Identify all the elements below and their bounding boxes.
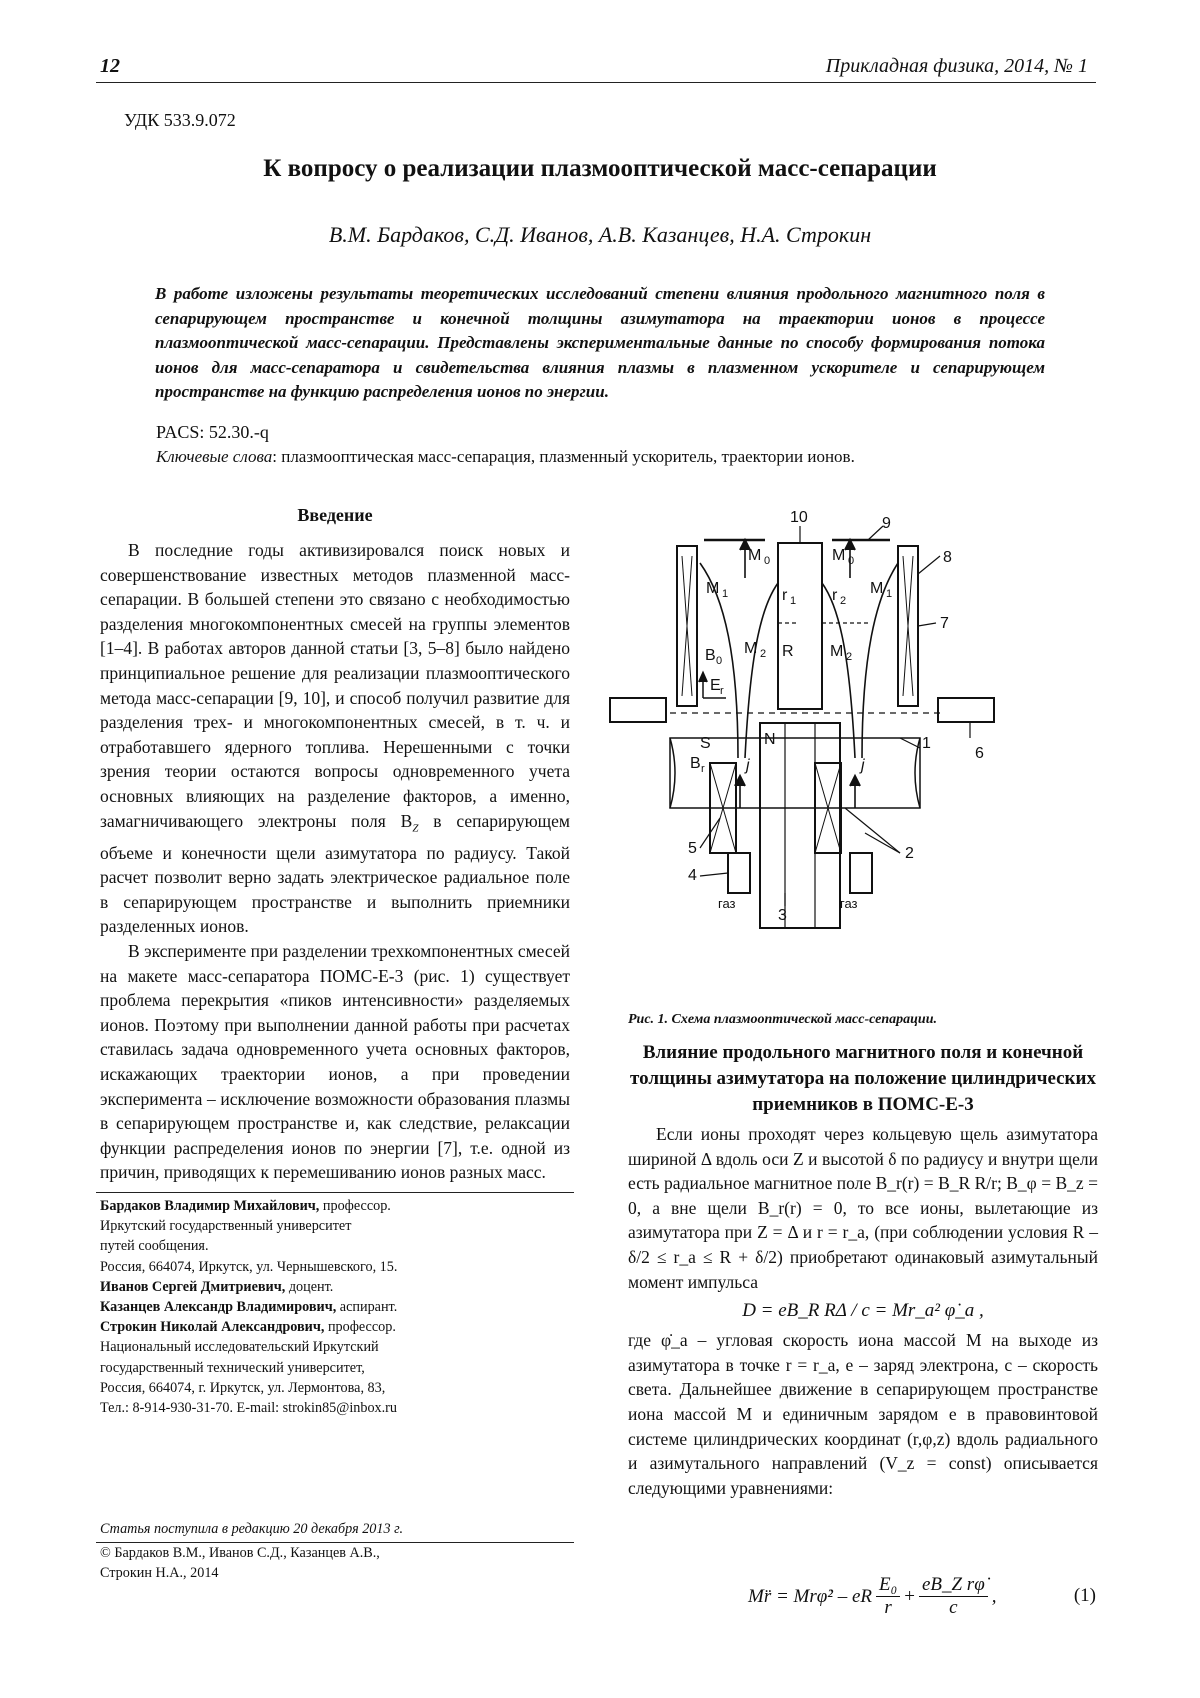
org1-line1: Иркутский государственный университет bbox=[100, 1218, 352, 1235]
abstract: В работе изложены результаты теоретических исследований степени влияния продольного магнитного поля в сепарирующем пространстве и конечной толщины азимутатора на траектории ионов в процессе плазмооптической масс-сепарации. Представлены экспериментальные данные по способу формирования потока ионов для масс-сепаратора и свидетельства влияния плазмы в плазменном ускорителе и сепарирующем пространстве на функцию распределения ионов по энергии. bbox=[155, 284, 1045, 401]
section2-heading: Влияние продольного магнитного поля и конечной толщины азимутатора на положение цилиндрических приемников в ПОМС-Е-3 bbox=[630, 1042, 1096, 1115]
author4-role: профессор. bbox=[324, 1319, 396, 1336]
footnote-rule bbox=[96, 1192, 574, 1193]
label-m0-right-sub: 0 bbox=[848, 555, 855, 567]
label-r1: r bbox=[782, 587, 788, 604]
org2-line2: государственный технический университет, bbox=[100, 1359, 365, 1376]
eq1-left: Mr̈ = Mrφ̇² – eR bbox=[748, 1585, 873, 1607]
label-er: E bbox=[710, 677, 721, 694]
copyright-line2: Строкин Н.А., 2014 bbox=[100, 1565, 219, 1581]
label-3: 3 bbox=[778, 907, 787, 924]
label-m0-left: M bbox=[748, 547, 762, 564]
page-number: 12 bbox=[100, 55, 120, 77]
eq1-fraction-2 bbox=[919, 1574, 988, 1619]
right-receiver bbox=[938, 698, 994, 722]
journal-title: Прикладная физика, 2014, № 1 bbox=[825, 55, 1088, 77]
label-m2-right: M bbox=[830, 643, 844, 660]
label-9: 9 bbox=[882, 515, 891, 532]
label-5: 5 bbox=[688, 840, 697, 857]
author1-role: профессор. bbox=[319, 1198, 391, 1214]
org2-line1: Национальный исследовательский Иркутский bbox=[100, 1339, 379, 1356]
label-j-left: j bbox=[746, 757, 750, 774]
intro-p1-end: в сепарирующем объеме и конечности щели азимутатора по радиусу. Такой расчет позволит верно задать электрическое радиальное поле в сепарирующем пространстве и выполнить приемники разделенных ионов. bbox=[100, 810, 571, 937]
label-b0-sub: 0 bbox=[716, 655, 723, 667]
label-m0-left-sub: 0 bbox=[764, 555, 771, 567]
author2-name: Иванов Сергей Дмитриевич, bbox=[100, 1278, 286, 1295]
label-2: 2 bbox=[905, 845, 914, 862]
label-gas-left: газ bbox=[718, 896, 736, 911]
author3-name: Казанцев Александр Владимирович, bbox=[100, 1299, 337, 1316]
section2-body bbox=[628, 1122, 1098, 1500]
equation-d: D = eB_R RΔ / c = Mr_a² φ̇_a , bbox=[742, 1300, 984, 1322]
label-r1-sub: 1 bbox=[790, 595, 797, 607]
intro-p1-text: В последние годы активизировался поиск новых и совершенствование известных методов плазменной масс-сепарации. В большей степени это связано с необходимостью разделения многокомпонентных смесей на группы элементов [1–4]. В работах авторов данной статьи [3, 5–8] было найдено принципиальное решение для реализации плазмооптического метода масс-сепарации [9, 10], и способ получил развитие для разделения трех- и многокомпонентных смесей, в т. ч. и отработавшего ядерного топлива. Нерешенными с точки зрения теории остаются вопросы одновременного учета основных влияющих на разделение факторов, а именно, замагничивающего электроны поля B bbox=[100, 540, 570, 831]
article-title: К вопросу о реализации плазмооптической масс-сепарации bbox=[263, 155, 937, 182]
left-gas-inlet bbox=[728, 853, 750, 893]
label-m1-right: M bbox=[870, 580, 884, 597]
eq1-comma: , bbox=[991, 1585, 997, 1607]
figure-schematic bbox=[600, 508, 1100, 1008]
label-r2-sub: 2 bbox=[840, 595, 847, 607]
magnetic-core bbox=[760, 723, 840, 928]
intro-paragraph-1 bbox=[100, 538, 570, 939]
section2-paragraph-1: Если ионы проходят через кольцевую щель азимутатора шириной Δ вдоль оси Z и высотой δ по радиусу и внутри щели есть радиальное магнитное поле B_r(r) = B_R R/r; B_φ = B_z = 0, а вне щели B_r(r) = 0, то все ионы, вылетающие из азимутатора при Z = Δ и r = r_a, (при соблюдении условия R – δ/2 ≤ r_a ≤ R + δ/2) приобретают одинаковый азимутальный момент импульса bbox=[628, 1124, 1098, 1292]
eq1-plus: + bbox=[904, 1585, 915, 1607]
label-m1-right-sub: 1 bbox=[886, 588, 893, 600]
keywords-label: Ключевые слова bbox=[156, 447, 273, 466]
author4-name: Строкин Николай Александрович, bbox=[100, 1319, 325, 1336]
intro-heading: Введение bbox=[297, 505, 373, 525]
label-m2-left: M bbox=[744, 640, 758, 657]
copyright bbox=[100, 1543, 570, 1583]
figure-caption: Рис. 1. Схема плазмооптической масс-сепарации. bbox=[628, 1012, 937, 1027]
eq1-frac1-num: E₀ bbox=[876, 1574, 900, 1597]
pacs-code: PACS: 52.30.-q bbox=[156, 422, 269, 442]
equation-number: (1) bbox=[1073, 1585, 1096, 1606]
intro-body bbox=[100, 538, 570, 1185]
central-rod bbox=[778, 543, 822, 709]
authors: В.М. Бардаков, С.Д. Иванов, А.В. Казанцев, Н.А. Строкин bbox=[328, 222, 872, 247]
label-er-sub: r bbox=[720, 685, 724, 697]
intro-p1-sub: Z bbox=[412, 822, 419, 835]
org1-address: Россия, 664074, Иркутск, ул. Чернышевского, 15. bbox=[100, 1258, 398, 1275]
contacts: Тел.: 8-914-930-31-70. E-mail: strokin85@inbox.ru bbox=[100, 1400, 398, 1417]
left-receiver bbox=[610, 698, 666, 722]
keywords-text: : плазмооптическая масс-сепарация, плазменный ускоритель, траектории ионов. bbox=[272, 447, 855, 466]
label-m2-left-sub: 2 bbox=[760, 648, 767, 660]
label-m1-left: M bbox=[706, 580, 720, 597]
label-7: 7 bbox=[940, 615, 949, 632]
copyright-line1: © Бардаков В.М., Иванов С.Д., Казанцев А.В., bbox=[100, 1545, 380, 1561]
label-br: B bbox=[690, 755, 701, 772]
label-s: S bbox=[700, 735, 711, 752]
header-rule bbox=[96, 82, 1096, 83]
label-10: 10 bbox=[790, 509, 808, 526]
label-n: N bbox=[764, 731, 776, 748]
footnote-authors bbox=[100, 1196, 570, 1418]
section2-paragraph-2: где φ̇_a – угловая скорость иона массой M на выходе из азимутатора в точке r = r_a, e – заряд электрона, c – скорость света. Дальнейшее движение в сепарирующем пространстве иона массой M и единичным зарядом e в правовинтовой системе цилиндрических координат (r,φ,z) вдоль радиального и азимутального направлений (V_z = const) описывается следующими уравнениями: bbox=[628, 1330, 1098, 1498]
label-m1-left-sub: 1 bbox=[722, 588, 729, 600]
label-4: 4 bbox=[688, 867, 697, 884]
received-date: Статья поступила в редакцию 20 декабря 2013 г. bbox=[100, 1521, 404, 1537]
label-b0: B bbox=[705, 647, 716, 664]
right-gas-inlet bbox=[850, 853, 872, 893]
author1-name: Бардаков Владимир Михайлович, bbox=[100, 1198, 320, 1214]
intro-paragraph-2: В эксперименте при разделении трехкомпонентных смесей на макете масс-сепаратора ПОМС-Е-3 (рис. 1) существует проблема перекрытия «пиков интенсивности» разделяемых ионов. Поэтому при выполнении данной работы при расчетах ставилась задача одновременного учета основных факторов, искажающих траектории ионов, а при проведении эксперимента – исключение возможности образования плазмы в сепарирующем пространстве и, как следствие, релаксации функции распределения ионов по энергии [7], т.е. одной из причин, приводящих к перемешиванию ионов разных масс. bbox=[100, 941, 570, 1183]
eq1-frac2-den: c bbox=[949, 1597, 958, 1618]
label-br-sub: r bbox=[701, 763, 705, 775]
author3-role: аспирант. bbox=[336, 1299, 398, 1316]
eq1-fraction-1 bbox=[876, 1574, 900, 1619]
eq1-frac2-num: eB_Z rφ̇ bbox=[919, 1574, 988, 1597]
equation-1 bbox=[748, 1574, 996, 1619]
label-m2-right-sub: 2 bbox=[846, 651, 853, 663]
label-m0-right: M bbox=[832, 547, 846, 564]
label-r2: r bbox=[832, 587, 838, 604]
label-gas-right: газ bbox=[840, 896, 858, 911]
eq1-frac1-den: r bbox=[884, 1597, 892, 1618]
keywords bbox=[156, 447, 855, 467]
label-6: 6 bbox=[975, 745, 984, 762]
label-1: 1 bbox=[922, 735, 931, 752]
label-8: 8 bbox=[943, 549, 952, 566]
author2-role: доцент. bbox=[285, 1278, 334, 1295]
udk-code: УДК 533.9.072 bbox=[124, 110, 236, 130]
org1-line2: путей сообщения. bbox=[100, 1238, 209, 1255]
label-j-right: j bbox=[861, 757, 865, 774]
org2-address: Россия, 664074, г. Иркутск, ул. Лермонтова, 83, bbox=[100, 1379, 386, 1396]
label-r: R bbox=[782, 643, 794, 660]
